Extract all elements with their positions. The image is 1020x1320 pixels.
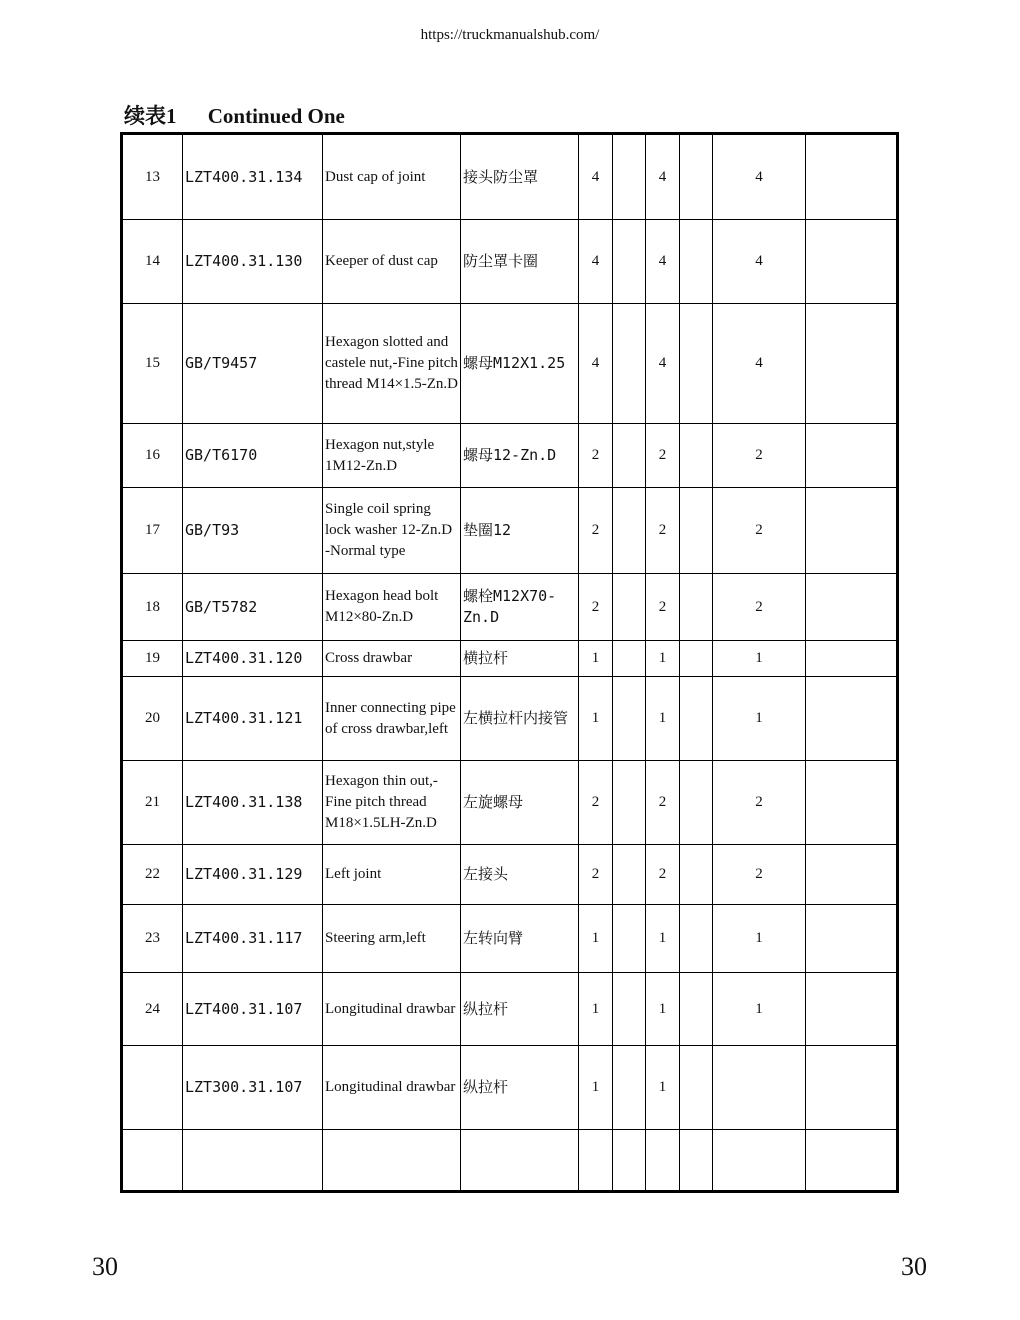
remarks-cell (806, 641, 898, 677)
table-row (122, 304, 898, 424)
quantity-col-4 (680, 488, 713, 574)
part-code: GB/T5782 (183, 574, 323, 641)
quantity-col-4 (680, 134, 713, 220)
quantity-col-4 (680, 973, 713, 1046)
item-number: 13 (122, 134, 183, 220)
caption-chinese: 续表1 (124, 104, 177, 128)
item-number (122, 1046, 183, 1130)
quantity-col-2 (613, 845, 646, 905)
quantity-col-5: 2 (713, 574, 806, 641)
quantity-col-1: 2 (579, 424, 613, 488)
quantity-col-3: 2 (646, 488, 680, 574)
part-name-chinese: 纵拉杆 (461, 1046, 579, 1130)
quantity-col-3: 2 (646, 761, 680, 845)
quantity-col-1: 1 (579, 677, 613, 761)
remarks-cell (806, 134, 898, 220)
part-name-chinese: 左接头 (461, 845, 579, 905)
item-number: 22 (122, 845, 183, 905)
table-row (122, 677, 898, 761)
quantity-col-5: 4 (713, 134, 806, 220)
quantity-col-5 (713, 1130, 806, 1192)
quantity-col-4 (680, 1130, 713, 1192)
part-code: LZT400.31.120 (183, 641, 323, 677)
page-number-right: 30 (901, 1252, 927, 1281)
remarks-cell (806, 1046, 898, 1130)
table-row (122, 761, 898, 845)
quantity-col-4 (680, 424, 713, 488)
part-name-chinese: 垫圈12 (461, 488, 579, 574)
quantity-col-1: 4 (579, 134, 613, 220)
remarks-cell (806, 973, 898, 1046)
remarks-cell (806, 677, 898, 761)
part-name-english: Hexagon slotted and castele nut,-Fine pitch thread M14×1.5-Zn.D (323, 304, 461, 424)
item-number (122, 1130, 183, 1192)
item-number: 16 (122, 424, 183, 488)
quantity-col-4 (680, 677, 713, 761)
quantity-col-2 (613, 220, 646, 304)
quantity-col-1: 2 (579, 574, 613, 641)
table-row (122, 641, 898, 677)
quantity-col-3: 1 (646, 1046, 680, 1130)
table-row (122, 905, 898, 973)
quantity-col-3: 4 (646, 304, 680, 424)
quantity-col-3: 4 (646, 134, 680, 220)
quantity-col-2 (613, 641, 646, 677)
part-code: LZT400.31.121 (183, 677, 323, 761)
part-name-chinese: 接头防尘罩 (461, 134, 579, 220)
part-name-english: Hexagon thin out,-Fine pitch thread M18×1.5LH-Zn.D (323, 761, 461, 845)
quantity-col-4 (680, 220, 713, 304)
quantity-col-1: 2 (579, 488, 613, 574)
part-code: GB/T9457 (183, 304, 323, 424)
table-row (122, 1046, 898, 1130)
quantity-col-5: 2 (713, 845, 806, 905)
remarks-cell (806, 220, 898, 304)
quantity-col-1 (579, 1130, 613, 1192)
part-name-chinese: 左横拉杆内接管 (461, 677, 579, 761)
part-code: LZT400.31.134 (183, 134, 323, 220)
remarks-cell (806, 1130, 898, 1192)
caption-english: Continued One (207, 104, 345, 128)
quantity-col-1: 2 (579, 845, 613, 905)
part-name-chinese: 螺母M12X1.25 (461, 304, 579, 424)
quantity-col-3: 2 (646, 424, 680, 488)
table-caption (124, 100, 345, 130)
quantity-col-1: 2 (579, 761, 613, 845)
part-name-chinese: 防尘罩卡圈 (461, 220, 579, 304)
quantity-col-3 (646, 1130, 680, 1192)
quantity-col-5: 4 (713, 304, 806, 424)
page-number-left: 30 (92, 1252, 118, 1281)
quantity-col-5: 2 (713, 424, 806, 488)
remarks-cell (806, 574, 898, 641)
quantity-col-5 (713, 1046, 806, 1130)
part-name-english: Left joint (323, 845, 461, 905)
quantity-col-4 (680, 905, 713, 973)
part-code: LZT400.31.117 (183, 905, 323, 973)
quantity-col-1: 1 (579, 641, 613, 677)
quantity-col-2 (613, 761, 646, 845)
part-code: GB/T93 (183, 488, 323, 574)
quantity-col-3: 1 (646, 973, 680, 1046)
quantity-col-5: 1 (713, 641, 806, 677)
parts-table-body (122, 134, 898, 1192)
quantity-col-1: 4 (579, 220, 613, 304)
quantity-col-3: 4 (646, 220, 680, 304)
quantity-col-2 (613, 304, 646, 424)
quantity-col-2 (613, 1130, 646, 1192)
part-name-english: Steering arm,left (323, 905, 461, 973)
part-name-english (323, 1130, 461, 1192)
source-url[interactable]: https://truckmanualshub.com/ (420, 27, 600, 43)
quantity-col-5: 2 (713, 488, 806, 574)
table-row (122, 134, 898, 220)
part-name-english: Keeper of dust cap (323, 220, 461, 304)
item-number: 19 (122, 641, 183, 677)
quantity-col-3: 1 (646, 905, 680, 973)
quantity-col-4 (680, 1046, 713, 1130)
part-name-english: Inner connecting pipe of cross drawbar,left (323, 677, 461, 761)
quantity-col-5: 1 (713, 905, 806, 973)
item-number: 14 (122, 220, 183, 304)
quantity-col-2 (613, 134, 646, 220)
part-name-english: Cross drawbar (323, 641, 461, 677)
quantity-col-2 (613, 677, 646, 761)
remarks-cell (806, 845, 898, 905)
part-name-chinese: 螺母12-Zn.D (461, 424, 579, 488)
quantity-col-5: 4 (713, 220, 806, 304)
table-row (122, 973, 898, 1046)
part-name-chinese: 左转向臂 (461, 905, 579, 973)
part-name-english: Hexagon nut,style 1M12-Zn.D (323, 424, 461, 488)
remarks-cell (806, 424, 898, 488)
part-code (183, 1130, 323, 1192)
table-row (122, 1130, 898, 1192)
quantity-col-4 (680, 845, 713, 905)
part-code: LZT300.31.107 (183, 1046, 323, 1130)
parts-table (120, 132, 899, 1193)
table-row (122, 574, 898, 641)
quantity-col-3: 2 (646, 845, 680, 905)
part-code: GB/T6170 (183, 424, 323, 488)
remarks-cell (806, 761, 898, 845)
table-row (122, 845, 898, 905)
remarks-cell (806, 905, 898, 973)
remarks-cell (806, 488, 898, 574)
quantity-col-2 (613, 905, 646, 973)
item-number: 24 (122, 973, 183, 1046)
part-name-chinese: 螺栓M12X70-Zn.D (461, 574, 579, 641)
quantity-col-3: 2 (646, 574, 680, 641)
table-row (122, 488, 898, 574)
quantity-col-1: 1 (579, 973, 613, 1046)
item-number: 20 (122, 677, 183, 761)
quantity-col-2 (613, 1046, 646, 1130)
table-row (122, 424, 898, 488)
item-number: 21 (122, 761, 183, 845)
quantity-col-2 (613, 574, 646, 641)
item-number: 17 (122, 488, 183, 574)
quantity-col-1: 1 (579, 1046, 613, 1130)
item-number: 23 (122, 905, 183, 973)
quantity-col-4 (680, 641, 713, 677)
part-name-chinese: 横拉杆 (461, 641, 579, 677)
part-code: LZT400.31.130 (183, 220, 323, 304)
part-code: LZT400.31.107 (183, 973, 323, 1046)
quantity-col-2 (613, 973, 646, 1046)
part-code: LZT400.31.129 (183, 845, 323, 905)
part-name-english: Hexagon head bolt M12×80-Zn.D (323, 574, 461, 641)
quantity-col-4 (680, 574, 713, 641)
item-number: 15 (122, 304, 183, 424)
quantity-col-5: 2 (713, 761, 806, 845)
remarks-cell (806, 304, 898, 424)
quantity-col-5: 1 (713, 677, 806, 761)
part-name-english: Longitudinal drawbar (323, 1046, 461, 1130)
part-name-chinese: 纵拉杆 (461, 973, 579, 1046)
quantity-col-3: 1 (646, 677, 680, 761)
quantity-col-2 (613, 424, 646, 488)
part-name-english: Longitudinal drawbar (323, 973, 461, 1046)
quantity-col-1: 1 (579, 905, 613, 973)
part-name-english: Single coil spring lock washer 12-Zn.D -Normal type (323, 488, 461, 574)
quantity-col-2 (613, 488, 646, 574)
item-number: 18 (122, 574, 183, 641)
quantity-col-4 (680, 761, 713, 845)
quantity-col-4 (680, 304, 713, 424)
part-code: LZT400.31.138 (183, 761, 323, 845)
quantity-col-1: 4 (579, 304, 613, 424)
part-name-english: Dust cap of joint (323, 134, 461, 220)
quantity-col-5: 1 (713, 973, 806, 1046)
table-row (122, 220, 898, 304)
part-name-chinese: 左旋螺母 (461, 761, 579, 845)
quantity-col-3: 1 (646, 641, 680, 677)
part-name-chinese (461, 1130, 579, 1192)
